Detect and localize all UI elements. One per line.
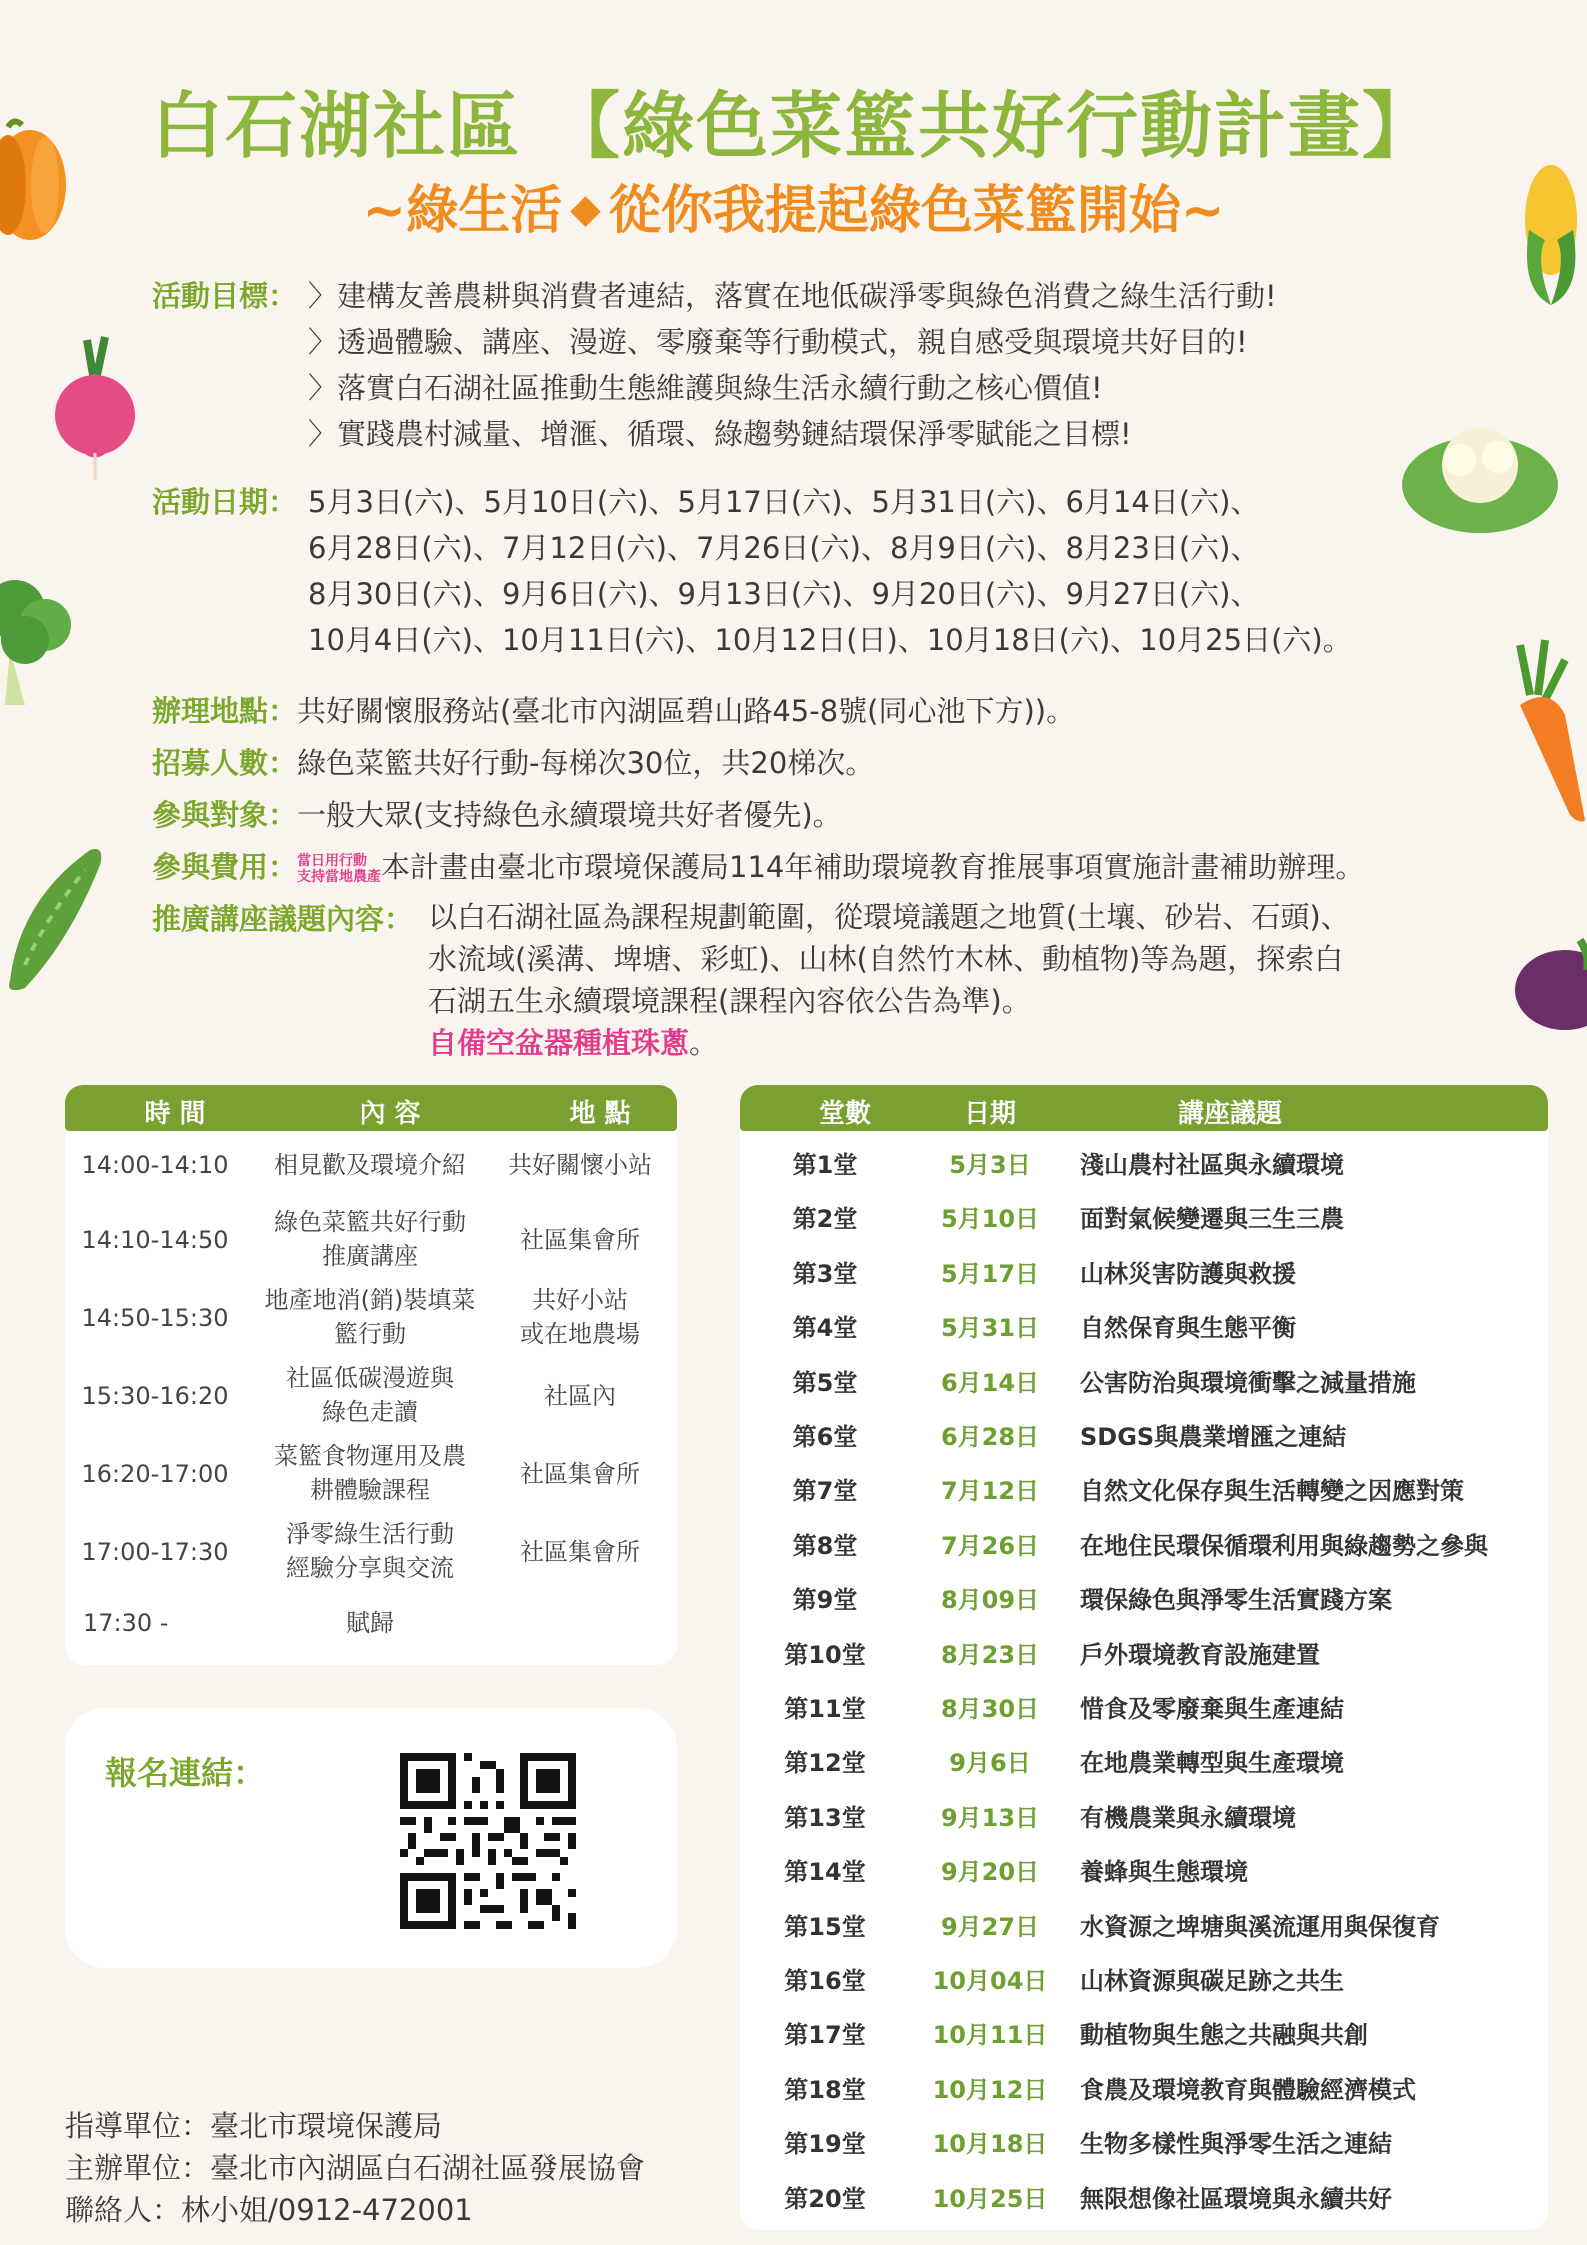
- course-row: [740, 1135, 1546, 1189]
- row-time: 15:30-16:20: [81, 1382, 229, 1410]
- course-number: 第17堂: [784, 2021, 866, 2050]
- course-date: 8月23日: [940, 1640, 1040, 1669]
- fee-value: 本計畫由臺北市環境保護局114年補助環境教育推展事項實施計畫補助辦理。: [381, 850, 1365, 884]
- goal-item: 〉透過體驗、講座、漫遊、零廢棄等行動模式，親自感受與環境共好目的!: [308, 325, 1248, 359]
- row-place: 社區集會所: [520, 1226, 640, 1254]
- row-place: 社區集會所: [520, 1460, 640, 1488]
- schedule-header-content: 內 容: [359, 1099, 421, 1129]
- course-date: 9月27日: [940, 1912, 1040, 1941]
- dates-line: 10月4日(六)、10月11日(六)、10月12日(日)、10月18日(六)、10月25日(六)。: [308, 623, 1352, 657]
- table-row: [65, 1283, 675, 1353]
- row-time: 14:10-14:50: [81, 1226, 229, 1254]
- signup-label: 報名連結：: [105, 1754, 266, 1792]
- course-topic: 公害防治與環境衝擊之減量措施: [1080, 1368, 1416, 1397]
- row-content: 相見歡及環境介紹: [274, 1151, 466, 1179]
- topics-highlight: 自備空盆器種植珠蔥: [428, 1026, 690, 1060]
- page-subtitle: [0, 168, 1587, 243]
- schedule-header-time: 時 間: [144, 1099, 206, 1129]
- course-date: 8月30日: [940, 1695, 1040, 1723]
- course-topic: 自然文化保存與生活轉變之因應對策: [1080, 1477, 1464, 1506]
- dates-label-wrap: [152, 479, 297, 525]
- table-row: [65, 1140, 675, 1190]
- course-row: [740, 1897, 1546, 1951]
- dates-line: 8月30日(六)、9月6日(六)、9月13日(六)、9月20日(六)、9月27日(六)、: [308, 577, 1260, 611]
- course-date: 9月20日: [940, 1858, 1040, 1887]
- row-place: 社區內: [544, 1382, 616, 1410]
- courses-header-topic: 講座議題: [1177, 1099, 1282, 1129]
- course-row: [740, 1353, 1546, 1407]
- course-topic: 水資源之埤塘與溪流運用與保復育: [1080, 1912, 1440, 1941]
- schedule-header-place: 地 點: [569, 1099, 631, 1129]
- location-value: 共好關懷服務站(臺北市內湖區碧山路45-8號(同心池下方))。: [297, 694, 1076, 728]
- course-topic: 山林災害防護與救援: [1080, 1259, 1296, 1288]
- course-row: [740, 1298, 1546, 1352]
- course-row: [740, 1788, 1546, 1842]
- row-content: 地產地消(銷)裝填菜 籃行動: [264, 1286, 476, 1348]
- cucumber-icon: [0, 840, 110, 990]
- row-time: 14:00-14:10: [81, 1151, 229, 1179]
- course-topic: 有機農業與永續環境: [1080, 1803, 1296, 1832]
- course-row: [740, 2060, 1546, 2114]
- course-number: 第6堂: [792, 1423, 858, 1451]
- fee-note: [297, 853, 381, 885]
- topics-label: 推廣講座議題內容：: [152, 902, 414, 936]
- course-topic: 食農及環境教育與體驗經濟模式: [1080, 2075, 1416, 2104]
- course-date: 5月31日: [940, 1314, 1040, 1343]
- course-number: 第10堂: [784, 1640, 866, 1669]
- course-topic: 生物多樣性與淨零生活之連結: [1080, 2130, 1392, 2159]
- course-topic: 惜食及零廢棄與生產連結: [1080, 1695, 1344, 1723]
- course-row: [740, 1842, 1546, 1896]
- course-date: 7月12日: [940, 1477, 1040, 1506]
- row-place: 社區集會所: [520, 1538, 640, 1566]
- audience-row: [152, 792, 842, 838]
- course-row: [740, 1461, 1546, 1515]
- course-date: 5月10日: [940, 1205, 1040, 1234]
- course-number: 第9堂: [792, 1586, 858, 1615]
- course-number: 第20堂: [784, 2184, 866, 2213]
- course-date: 10月12日: [932, 2075, 1048, 2104]
- footer-line: 聯絡人：林小姐/0912-472001: [65, 2193, 473, 2227]
- course-topic: 面對氣候變遷與三生三農: [1080, 1205, 1344, 1234]
- course-date: 5月3日: [949, 1151, 1031, 1179]
- row-time: 17:00-17:30: [81, 1538, 229, 1566]
- goal-item: 〉落實白石湖社區推動生態維護與綠生活永續行動之核心價值!: [308, 371, 1103, 405]
- eggplant-icon: [1510, 930, 1587, 1040]
- course-number: 第3堂: [792, 1259, 858, 1288]
- course-number: 第19堂: [784, 2130, 866, 2159]
- course-date: 9月6日: [949, 1749, 1031, 1778]
- course-number: 第18堂: [784, 2075, 866, 2104]
- row-place: 共好關懷小站: [508, 1151, 652, 1179]
- courses-table: [740, 1085, 1548, 2230]
- row-time: 17:30 -: [83, 1609, 169, 1637]
- course-row: [740, 2169, 1546, 2223]
- broccoli-icon: [0, 570, 80, 710]
- location-row: [152, 688, 1075, 734]
- course-number: 第11堂: [784, 1695, 866, 1723]
- topics-label-wrap: [152, 896, 413, 942]
- course-row: [740, 1244, 1546, 1298]
- dates-list: [308, 479, 1352, 663]
- table-row: [65, 1205, 675, 1275]
- courses-header-date: 日期: [963, 1099, 1016, 1129]
- course-row: [740, 2005, 1546, 2059]
- course-topic: 淺山農村社區與永續環境: [1080, 1151, 1344, 1179]
- signup-box: [65, 1708, 677, 1968]
- goals-list: [308, 273, 1277, 457]
- course-topic: 養蜂與生態環境: [1080, 1858, 1248, 1887]
- row-content: 社區低碳漫遊與 綠色走讀: [286, 1364, 454, 1426]
- course-date: 6月28日: [940, 1423, 1040, 1451]
- course-row: [740, 1951, 1546, 2005]
- carrot-icon: [1490, 635, 1587, 825]
- diamond-icon: ◆: [570, 186, 601, 232]
- course-date: 10月18日: [932, 2130, 1048, 2159]
- cauliflower-icon: [1400, 405, 1560, 535]
- course-row: [740, 1407, 1546, 1461]
- topics-list: [428, 896, 1350, 1064]
- course-topic: 環保綠色與淨零生活實踐方案: [1080, 1586, 1392, 1615]
- course-topic: SDGS與農業增匯之連結: [1080, 1423, 1347, 1451]
- course-topic: 動植物與生態之共融與共創: [1080, 2021, 1368, 2050]
- course-number: 第2堂: [792, 1205, 858, 1234]
- course-date: 9月13日: [940, 1803, 1040, 1832]
- topics-line: 石湖五生永續環境課程(課程內容依公告為準)。: [428, 984, 1031, 1018]
- topics-highlight-end: 。: [689, 1026, 719, 1060]
- footer-line: 主辦單位：臺北市內湖區白石湖社區發展協會: [65, 2151, 646, 2185]
- fee-note-2: 支持當地農產: [297, 869, 382, 885]
- courses-header: [740, 1085, 1548, 1131]
- row-time: 14:50-15:30: [81, 1304, 229, 1332]
- course-date: 10月25日: [932, 2184, 1048, 2213]
- dates-label: 活動日期：: [152, 485, 298, 519]
- row-time: 16:20-17:00: [81, 1460, 229, 1488]
- fee-label: 參與費用：: [152, 850, 298, 884]
- course-topic: 戶外環境教育設施建置: [1080, 1640, 1320, 1669]
- dates-line: 5月3日(六)、5月10日(六)、5月17日(六)、5月31日(六)、6月14日(六)、: [308, 485, 1260, 519]
- course-number: 第5堂: [792, 1368, 858, 1397]
- course-row: [740, 1516, 1546, 1570]
- course-topic: 自然保育與生態平衡: [1080, 1314, 1296, 1343]
- course-row: [740, 1625, 1546, 1679]
- table-row: [65, 1439, 675, 1509]
- course-number: 第4堂: [792, 1314, 858, 1343]
- schedule-header: [65, 1085, 677, 1131]
- courses-header-no: 堂數: [818, 1099, 871, 1129]
- recruit-row: [152, 740, 874, 786]
- course-number: 第16堂: [784, 1967, 866, 1995]
- course-date: 5月17日: [940, 1259, 1040, 1288]
- row-content: 賦歸: [346, 1609, 394, 1637]
- schedule-table: [65, 1085, 677, 1665]
- course-date: 10月04日: [932, 1967, 1048, 1995]
- course-date: 10月11日: [932, 2021, 1048, 2050]
- course-number: 第7堂: [792, 1477, 858, 1506]
- audience-label: 參與對象：: [152, 798, 298, 832]
- course-topic: 無限想像社區環境與永續共好: [1080, 2184, 1392, 2213]
- topics-line: 以白石湖社區為課程規劃範圍，從環境議題之地質(土壤、砂岩、石頭)、: [428, 900, 1350, 934]
- course-number: 第12堂: [784, 1749, 866, 1778]
- radish-icon: [45, 335, 145, 485]
- course-row: [740, 2114, 1546, 2168]
- recruit-value: 綠色菜籃共好行動-每梯次30位，共20梯次。: [297, 746, 875, 780]
- page-title: 白石湖社區 【綠色菜籃共好行動計畫】: [150, 84, 1437, 168]
- course-row: [740, 1570, 1546, 1624]
- course-row: [740, 1189, 1546, 1243]
- course-topic: 在地住民環保循環利用與綠趨勢之參與: [1080, 1531, 1488, 1560]
- course-number: 第1堂: [792, 1151, 858, 1179]
- subtitle-left: ~綠生活: [362, 181, 563, 241]
- qr-code-icon[interactable]: [400, 1753, 576, 1929]
- course-number: 第14堂: [784, 1858, 866, 1887]
- row-content: 綠色菜籃共好行動 推廣講座: [274, 1208, 466, 1270]
- goal-item: 〉實踐農村減量、增滙、循環、綠趨勢鏈結環保淨零賦能之目標!: [308, 417, 1132, 451]
- course-number: 第13堂: [784, 1803, 866, 1832]
- course-row: [740, 1679, 1546, 1733]
- row-place: 共好小站 或在地農場: [520, 1286, 640, 1348]
- goal-item: 〉建構友善農耕與消費者連結，落實在地低碳淨零與綠色消費之綠生活行動!: [308, 279, 1277, 313]
- dates-line: 6月28日(六)、7月12日(六)、7月26日(六)、8月9日(六)、8月23日(六)、: [308, 531, 1260, 565]
- topics-line: 水流域(溪溝、埤塘、彩虹)、山林(自然竹木林、動植物)等為題，探索白: [428, 942, 1344, 976]
- audience-value: 一般大眾(支持綠色永續環境共好者優先)。: [297, 798, 842, 832]
- location-label: 辦理地點：: [152, 694, 298, 728]
- table-row: [65, 1361, 675, 1431]
- row-content: 淨零綠生活行動 經驗分享與交流: [286, 1520, 454, 1582]
- course-topic: 山林資源與碳足跡之共生: [1080, 1967, 1344, 1995]
- fee-row: [152, 844, 1364, 890]
- course-date: 8月09日: [940, 1586, 1040, 1615]
- footer: [65, 2105, 645, 2231]
- goals-label: 活動目標：: [152, 279, 298, 313]
- recruit-label: 招募人數：: [152, 746, 298, 780]
- course-row: [740, 1733, 1546, 1787]
- course-date: 6月14日: [940, 1368, 1040, 1397]
- fee-note-1: 當日用行動: [297, 853, 368, 869]
- course-date: 7月26日: [940, 1531, 1040, 1560]
- course-number: 第15堂: [784, 1912, 866, 1941]
- table-row: [65, 1517, 675, 1587]
- row-content: 菜籃食物運用及農 耕體驗課程: [274, 1442, 466, 1504]
- table-row: [65, 1598, 675, 1648]
- course-topic: 在地農業轉型與生產環境: [1080, 1749, 1344, 1778]
- subtitle-right: 從你我提起綠色菜籃開始~: [608, 181, 1225, 241]
- course-number: 第8堂: [792, 1531, 858, 1560]
- goals-section: [152, 273, 297, 319]
- footer-line: 指導單位：臺北市環境保護局: [65, 2109, 443, 2143]
